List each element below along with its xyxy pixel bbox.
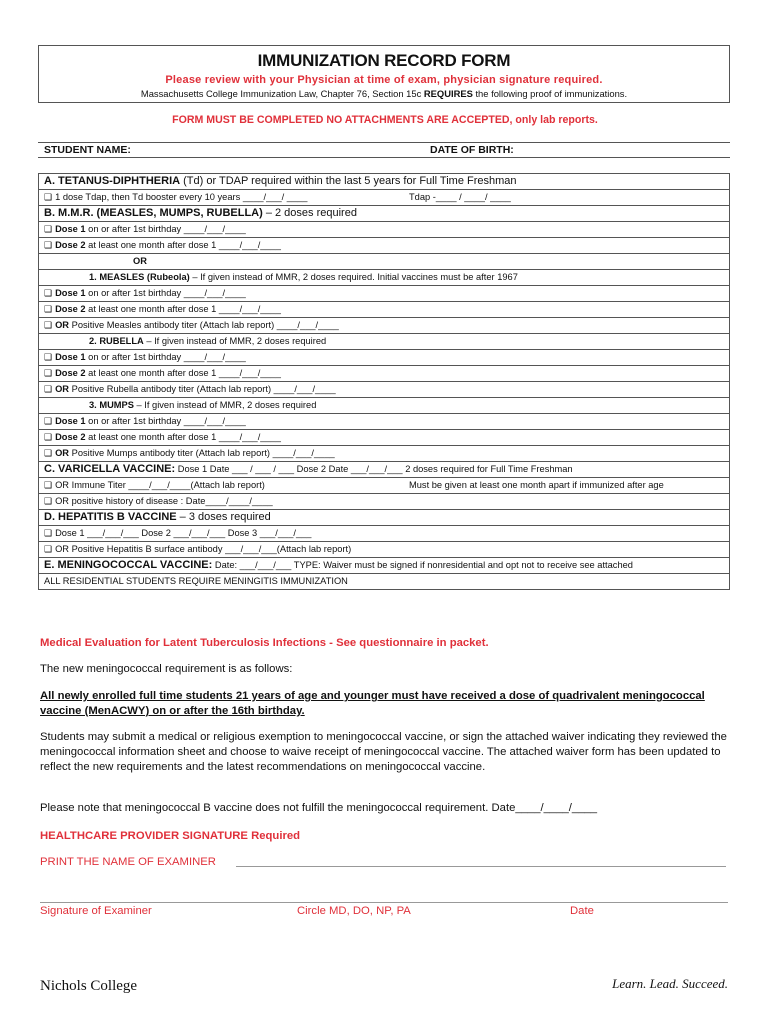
tdap-row[interactable]: ❑ 1 dose Tdap, then Td booster every 10 years ____/___/ ____ Tdap -____ / ____/ ____	[39, 190, 730, 206]
checkbox-icon: ❑	[44, 240, 53, 250]
checkbox-icon: ❑	[44, 288, 53, 298]
rubella-dose2-row[interactable]: ❑ Dose 2 at least one month after dose 1 ____/___/____	[39, 366, 730, 382]
meningitis-note: ALL RESIDENTIAL STUDENTS REQUIRE MENINGITIS IMMUNIZATION	[39, 574, 730, 590]
student-name-field[interactable]: STUDENT NAME:	[44, 144, 131, 156]
attachment-warning: FORM MUST BE COMPLETED NO ATTACHMENTS ARE ACCEPTED, only lab reports.	[172, 114, 598, 126]
rubella-dose1-row[interactable]: ❑ Dose 1 on or after 1st birthday ____/___/____	[39, 350, 730, 366]
hepb-doses-row[interactable]: ❑ Dose 1 ___/___/___ Dose 2 ___/___/___ Dose 3 ___/___/___	[39, 526, 730, 542]
requirement-intro: The new meningococcal requirement is as follows:	[40, 663, 293, 675]
mumps-dose2-row[interactable]: ❑ Dose 2 at least one month after dose 1 ____/___/____	[39, 430, 730, 446]
checkbox-icon: ❑	[44, 320, 53, 330]
form-subtitle: Please review with your Physician at time of exam, physician signature required.	[165, 74, 603, 86]
immunization-table	[38, 173, 730, 590]
section-b-header: B. M.M.R. (MEASLES, MUMPS, RUBELLA) – 2 doses required	[39, 206, 730, 222]
mmr-dose2-row[interactable]: ❑ Dose 2 at least one month after dose 1 ____/___/____	[39, 238, 730, 254]
dob-field[interactable]: DATE OF BIRTH:	[430, 144, 514, 156]
checkbox-icon: ❑	[44, 448, 53, 458]
provider-signature-heading: HEALTHCARE PROVIDER SIGNATURE Required	[40, 830, 301, 842]
form-title: IMMUNIZATION RECORD FORM	[257, 51, 511, 70]
measles-dose2-row[interactable]: ❑ Dose 2 at least one month after dose 1 ____/___/____	[39, 302, 730, 318]
examiner-name-line[interactable]	[236, 866, 726, 867]
measles-header: 1. MEASLES (Rubeola) – If given instead of MMR, 2 doses required. Initial vaccines must be after 1967	[39, 270, 730, 286]
mumps-dose1-row[interactable]: ❑ Dose 1 on or after 1st birthday ____/___/____	[39, 414, 730, 430]
checkbox-icon: ❑	[44, 416, 53, 426]
form-header	[38, 45, 730, 103]
checkbox-icon: ❑	[44, 432, 53, 442]
signature-label: Signature of Examiner	[40, 905, 152, 917]
checkbox-icon: ❑	[44, 544, 53, 554]
measles-dose1-row[interactable]: ❑ Dose 1 on or after 1st birthday ____/___/____	[39, 286, 730, 302]
section-a-header: A. TETANUS-DIPHTHERIA (Td) or TDAP required within the last 5 years for Full Time Freshman	[39, 174, 730, 190]
law-statement: Massachusetts College Immunization Law, Chapter 76, Section 15c REQUIRES the following proof of immunizations.	[140, 88, 628, 99]
section-c-header[interactable]: C. VARICELLA VACCINE: Dose 1 Date ___ / ___ / ___ Dose 2 Date ___/___/___ 2 doses required for Full Time Freshman	[39, 462, 730, 478]
checkbox-icon: ❑	[44, 224, 53, 234]
checkbox-icon: ❑	[44, 352, 53, 362]
exemption-paragraph: Students may submit a medical or religious exemption to meningococcal vaccine, or sign the attached waiver indicating they reviewed the meningococcal information sheet and choose to waive receipt of meningococcal vaccine. The attached waiver form has been updated to reflect the new requirements and the latest recommendations on meningococcal vaccine.	[40, 731, 727, 773]
checkbox-icon: ❑	[44, 368, 53, 378]
requirement-statement: All newly enrolled full time students 21 years of age and younger must have received a dose of quadrivalent meningococcal vaccine (MenACWY) on or after the 16th birthday.	[40, 690, 705, 717]
college-motto: Learn. Lead. Succeed.	[612, 976, 728, 991]
mmr-dose1-row[interactable]: ❑ Dose 1 on or after 1st birthday ____/___/____	[39, 222, 730, 238]
date-label: Date	[570, 905, 594, 917]
tb-evaluation-note: Medical Evaluation for Latent Tuberculosis Infections - See questionnaire in packet.	[40, 637, 489, 649]
checkbox-icon: ❑	[44, 384, 53, 394]
college-logo: Nichols College	[40, 978, 138, 994]
student-info-row	[38, 142, 730, 158]
mumps-header: 3. MUMPS – If given instead of MMR, 2 doses required	[39, 398, 730, 414]
checkbox-icon: ❑	[44, 480, 53, 490]
hepb-antibody-row[interactable]: ❑ OR Positive Hepatitis B surface antibody ___/___/___(Attach lab report)	[39, 542, 730, 558]
examiner-name-label: PRINT THE NAME OF EXAMINER	[40, 856, 216, 868]
signature-line[interactable]	[40, 902, 728, 903]
section-e-header[interactable]: E. MENINGOCOCCAL VACCINE: Date: ___/___/___ TYPE: Waiver must be signed if nonresidential and opt not to receive see attached	[39, 558, 730, 574]
varicella-history-row[interactable]: ❑ OR positive history of disease : Date____/____/____	[39, 494, 730, 510]
rubella-titer-row[interactable]: ❑ OR Positive Rubella antibody titer (Attach lab report) ____/___/____	[39, 382, 730, 398]
checkbox-icon: ❑	[44, 192, 53, 202]
or-divider: OR	[39, 254, 730, 270]
mumps-titer-row[interactable]: ❑ OR Positive Mumps antibody titer (Attach lab report) ____/___/____	[39, 446, 730, 462]
checkbox-icon: ❑	[44, 304, 53, 314]
measles-titer-row[interactable]: ❑ OR Positive Measles antibody titer (Attach lab report) ____/___/____	[39, 318, 730, 334]
section-d-header: D. HEPATITIS B VACCINE – 3 doses required	[39, 510, 730, 526]
rubella-header: 2. RUBELLA – If given instead of MMR, 2 doses required	[39, 334, 730, 350]
checkbox-icon: ❑	[44, 496, 53, 506]
menb-note: Please note that meningococcal B vaccine does not fulfill the meningococcal requirement. Date____/____/____	[40, 802, 598, 814]
credential-label: Circle MD, DO, NP, PA	[297, 905, 411, 917]
checkbox-icon: ❑	[44, 528, 53, 538]
varicella-titer-row[interactable]: ❑ OR Immune Titer ____/___/____(Attach lab report) Must be given at least one month apart if immunized after age	[39, 478, 730, 494]
